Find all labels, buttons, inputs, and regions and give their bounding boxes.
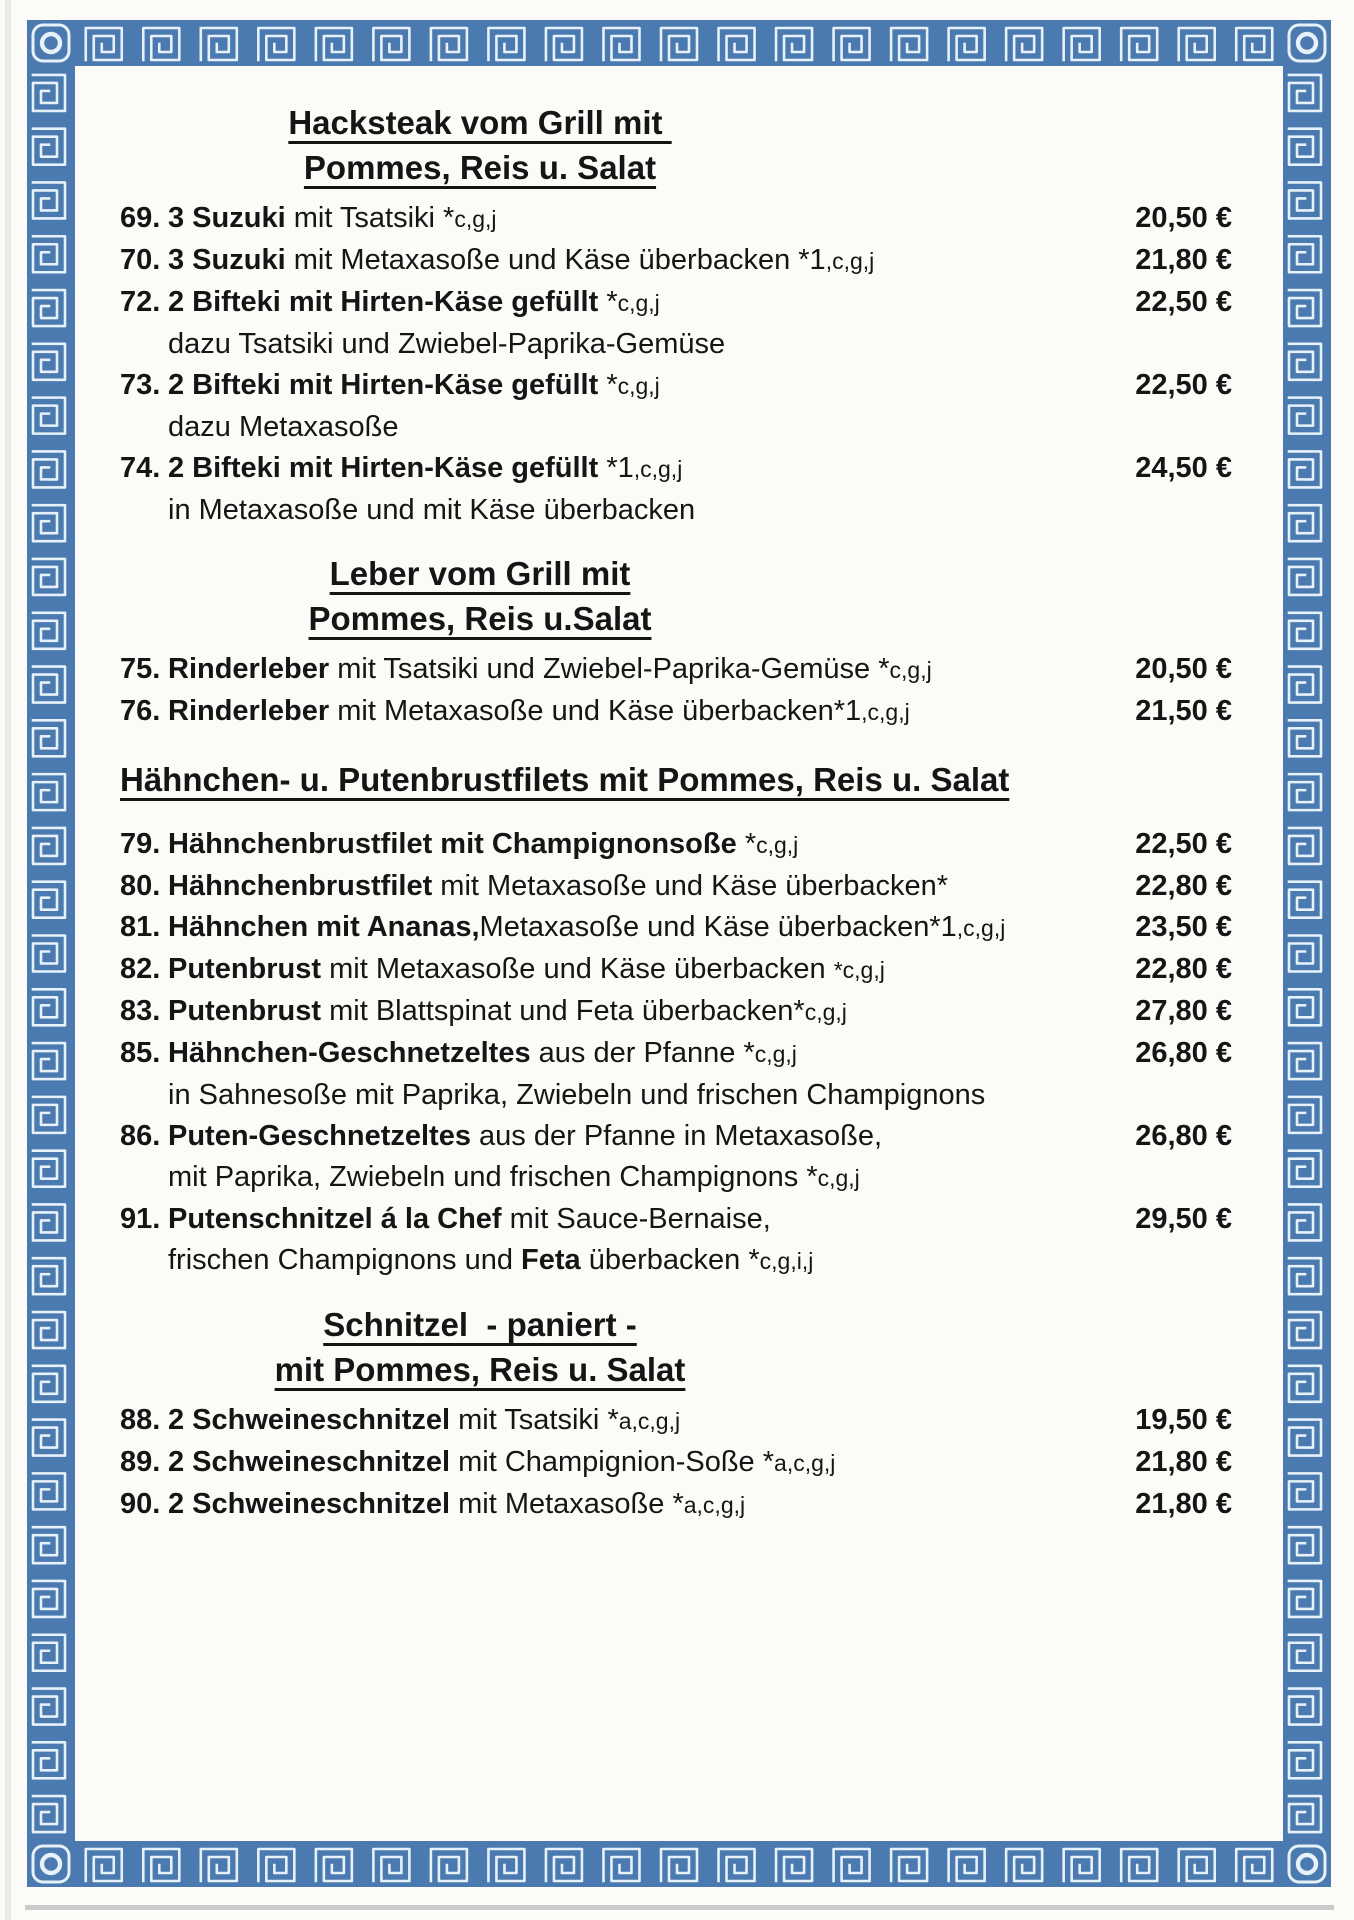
menu-item	[120, 824, 1232, 866]
menu-item	[120, 1442, 1232, 1484]
text-run: mit Paprika, Zwiebeln und frischen Champignons	[168, 1161, 807, 1193]
item-text	[168, 649, 1097, 691]
section-heading-line	[120, 1347, 840, 1392]
text-run: Hähnchenbrustfilet	[168, 870, 433, 902]
section-heading-text: Pommes, Reis u.Salat	[308, 600, 652, 637]
item-main-line	[168, 991, 1091, 1033]
menu-section	[120, 757, 1232, 1282]
item-price: 20,50 €	[1135, 653, 1232, 685]
menu-item	[120, 448, 1232, 531]
text-run: mit Tsatsiki	[285, 202, 444, 234]
text-run: ,c,g,j	[861, 699, 910, 725]
text-run: 2 Schweineschnitzel	[168, 1446, 451, 1478]
menu-section	[120, 1302, 1232, 1526]
menu-item	[120, 1484, 1232, 1526]
item-price: 24,50 €	[1135, 452, 1232, 484]
item-main-line	[168, 1116, 1091, 1157]
menu-content	[78, 66, 1287, 1546]
section-heading-line	[120, 596, 840, 641]
item-text	[168, 866, 1097, 907]
item-number: 88.	[120, 1404, 161, 1436]
text-run: *	[672, 1488, 684, 1520]
section-heading-text: mit Pommes, Reis u. Salat	[274, 1351, 686, 1388]
item-price: 22,80 €	[1135, 953, 1232, 985]
text-run: 2 Bifteki mit Hirten-Käse gefüllt	[168, 369, 607, 401]
text-run: Rinderleber	[168, 695, 330, 727]
text-run: *	[744, 828, 757, 860]
text-run: c,g,j	[756, 832, 799, 858]
item-text	[168, 365, 1097, 448]
menu-item	[120, 1116, 1232, 1199]
text-run: 2 Bifteki mit Hirten-Käse gefüllt	[168, 286, 607, 318]
item-price: 27,80 €	[1135, 995, 1232, 1027]
menu-item	[120, 365, 1232, 448]
item-number: 85.	[120, 1037, 161, 1069]
section-heading-text: Leber vom Grill mit	[329, 555, 631, 592]
text-run: 2 Schweineschnitzel	[168, 1404, 451, 1436]
menu-section	[120, 100, 1232, 531]
text-run: *	[607, 1404, 619, 1436]
text-run: c,g,j	[889, 657, 932, 683]
section-heading-line	[120, 551, 840, 596]
item-number: 82.	[120, 953, 161, 985]
section-heading	[120, 757, 1232, 802]
item-main-line	[168, 1033, 1091, 1075]
text-run: 2 Schweineschnitzel	[168, 1488, 451, 1520]
menu-item	[120, 691, 1232, 733]
text-run: *	[748, 1244, 760, 1276]
text-run: mit Metaxasoße	[450, 1488, 673, 1520]
item-text	[168, 198, 1097, 240]
item-main-line	[168, 448, 1091, 490]
text-run: 3 Suzuki	[168, 202, 286, 234]
text-run: *c,g,j	[833, 957, 885, 983]
item-text	[168, 691, 1097, 733]
section-heading-line	[120, 757, 1232, 802]
text-run: c,g,j	[617, 290, 660, 316]
item-text	[168, 1033, 1097, 1116]
item-main-line	[168, 824, 1091, 866]
text-run: in Metaxasoße und mit Käse überbacken	[168, 494, 696, 526]
text-run: ,c,g,j	[825, 248, 875, 274]
item-number: 72.	[120, 286, 161, 318]
text-run: Metaxasoße und Käse überbacken*1	[479, 911, 957, 943]
text-run: mit Champignion-Soße	[450, 1446, 763, 1478]
scan-artifact-line	[25, 1905, 1334, 1910]
text-run: *	[743, 1037, 755, 1069]
item-number: 70.	[120, 244, 161, 276]
text-run: c,g,j	[617, 373, 660, 399]
item-number: 69.	[120, 202, 161, 234]
menu-item	[120, 991, 1232, 1033]
section-heading-text: Hähnchen- u. Putenbrustfilets mit Pommes, Reis u. Salat	[120, 761, 1010, 798]
item-continuation-line	[168, 1240, 1091, 1282]
item-main-line	[168, 240, 1091, 282]
item-main-line	[168, 1484, 1091, 1526]
text-run: c,g,i,j	[759, 1248, 814, 1274]
item-main-line	[168, 282, 1091, 324]
text-run: Putenbrust	[168, 953, 322, 985]
text-run: a,c,g,j	[774, 1450, 836, 1476]
item-number: 80.	[120, 870, 161, 902]
item-number: 73.	[120, 369, 161, 401]
item-text	[168, 991, 1097, 1033]
item-text	[168, 1484, 1097, 1526]
text-run: c,g,j	[754, 1041, 797, 1067]
menu-item	[120, 240, 1232, 282]
item-text	[168, 1400, 1097, 1442]
text-run: dazu Metaxasoße	[168, 411, 399, 443]
text-run: mit Blattspinat und Feta überbacken*	[321, 995, 805, 1027]
item-price: 21,80 €	[1135, 244, 1232, 276]
item-price: 26,80 €	[1135, 1037, 1232, 1069]
item-main-line	[168, 1199, 1091, 1240]
item-text	[168, 1442, 1097, 1484]
section-heading	[120, 1302, 840, 1392]
item-main-line	[168, 691, 1091, 733]
item-continuation-line	[168, 407, 1091, 448]
item-price: 21,80 €	[1135, 1488, 1232, 1520]
section-heading-line	[120, 100, 840, 145]
text-run: mit Metaxasoße und Käse überbacken*1	[329, 695, 862, 727]
item-price: 22,50 €	[1135, 286, 1232, 318]
section-heading-text: Schnitzel - paniert -	[323, 1306, 637, 1343]
text-run: aus der Pfanne	[530, 1037, 744, 1069]
text-run: *	[443, 202, 455, 234]
menu-item	[120, 1400, 1232, 1442]
item-number: 81.	[120, 911, 161, 943]
text-run: ,c,g,j	[956, 915, 1006, 941]
text-run: 3 Suzuki	[168, 244, 286, 276]
item-price: 22,80 €	[1135, 870, 1232, 902]
text-run: *1	[606, 452, 634, 484]
item-price: 20,50 €	[1135, 202, 1232, 234]
menu-item	[120, 649, 1232, 691]
item-main-line	[168, 907, 1091, 949]
text-run: in Sahnesoße mit Paprika, Zwiebeln und frischen Champignons	[168, 1079, 986, 1111]
text-run: Putenbrust	[168, 995, 322, 1027]
text-run: überbacken	[580, 1244, 749, 1276]
text-run: Feta	[521, 1244, 581, 1276]
text-run: mit Metaxasoße und Käse überbacken*	[432, 870, 949, 902]
item-number: 90.	[120, 1488, 161, 1520]
menu-item	[120, 866, 1232, 907]
item-number: 86.	[120, 1120, 161, 1152]
item-text	[168, 240, 1097, 282]
item-number: 79.	[120, 828, 161, 860]
item-text	[168, 907, 1097, 949]
text-run: *	[878, 653, 890, 685]
text-run: frischen Champignons und	[168, 1244, 522, 1276]
item-main-line	[168, 949, 1091, 991]
text-run: a,c,g,j	[683, 1492, 746, 1518]
text-run: mit Tsatsiki	[450, 1404, 608, 1436]
item-price: 26,80 €	[1135, 1120, 1232, 1152]
text-run: c,g,j	[454, 206, 497, 232]
text-run: *	[606, 369, 618, 401]
item-continuation-line	[168, 490, 1091, 531]
menu-item	[120, 949, 1232, 991]
item-price: 29,50 €	[1135, 1203, 1232, 1235]
item-text	[168, 448, 1097, 531]
menu-item	[120, 282, 1232, 365]
item-text	[168, 1199, 1097, 1282]
item-price: 22,50 €	[1135, 369, 1232, 401]
item-text	[168, 949, 1097, 991]
menu-item	[120, 1033, 1232, 1116]
item-main-line	[168, 866, 1091, 907]
item-price: 22,50 €	[1135, 828, 1232, 860]
item-price: 21,80 €	[1135, 1446, 1232, 1478]
item-main-line	[168, 365, 1091, 407]
text-run: *	[806, 1161, 818, 1193]
section-heading	[120, 100, 840, 190]
text-run: 2 Bifteki mit Hirten-Käse gefüllt	[168, 452, 607, 484]
item-continuation-line	[168, 1075, 1091, 1116]
section-heading-text: Pommes, Reis u. Salat	[303, 149, 657, 186]
text-run: Hähnchenbrustfilet mit Champignonsoße	[168, 828, 745, 860]
item-text	[168, 1116, 1097, 1199]
text-run: c,g,j	[817, 1165, 860, 1191]
menu-item	[120, 198, 1232, 240]
item-number: 74.	[120, 452, 161, 484]
item-text	[168, 824, 1097, 866]
item-main-line	[168, 1400, 1091, 1442]
text-run: c,g,j	[804, 999, 847, 1025]
item-number: 89.	[120, 1446, 161, 1478]
text-run: aus der Pfanne in Metaxasoße,	[470, 1120, 883, 1152]
item-number: 83.	[120, 995, 161, 1027]
menu-item	[120, 1199, 1232, 1282]
item-price: 19,50 €	[1135, 1404, 1232, 1436]
text-run: Rinderleber	[168, 653, 330, 685]
item-number: 76.	[120, 695, 161, 727]
text-run: Putenschnitzel á la Chef	[168, 1203, 502, 1235]
section-heading-line	[120, 145, 840, 190]
item-continuation-line	[168, 1157, 1091, 1199]
text-run: *	[762, 1446, 775, 1478]
text-run: *	[606, 286, 618, 318]
scan-edge-shade	[5, 0, 11, 1920]
section-heading	[120, 551, 840, 641]
text-run: mit Sauce-Bernaise,	[501, 1203, 771, 1235]
text-run: mit Tsatsiki und Zwiebel-Paprika-Gemüse	[329, 653, 879, 685]
text-run: Hähnchen-Geschnetzeltes	[168, 1037, 531, 1069]
section-heading-line	[120, 1302, 840, 1347]
text-run: mit Metaxasoße und Käse überbacken	[321, 953, 834, 985]
text-run: ,c,g,j	[633, 456, 683, 482]
item-number: 75.	[120, 653, 161, 685]
item-main-line	[168, 198, 1091, 240]
text-run: dazu Tsatsiki und Zwiebel-Paprika-Gemüse	[168, 328, 726, 360]
text-run: mit Metaxasoße und Käse überbacken *1	[285, 244, 826, 276]
item-price: 21,50 €	[1135, 695, 1232, 727]
item-price: 23,50 €	[1135, 911, 1232, 943]
item-main-line	[168, 649, 1091, 691]
text-run: Puten-Geschnetzeltes	[168, 1120, 471, 1152]
section-heading-text: Hacksteak vom Grill mit	[288, 104, 672, 141]
item-continuation-line	[168, 324, 1091, 365]
text-run: a,c,g,j	[618, 1408, 681, 1434]
menu-item	[120, 907, 1232, 949]
item-text	[168, 282, 1097, 365]
menu-section	[120, 551, 1232, 733]
item-number: 91.	[120, 1203, 161, 1235]
text-run: Hähnchen mit Ananas,	[168, 911, 480, 943]
item-main-line	[168, 1442, 1091, 1484]
